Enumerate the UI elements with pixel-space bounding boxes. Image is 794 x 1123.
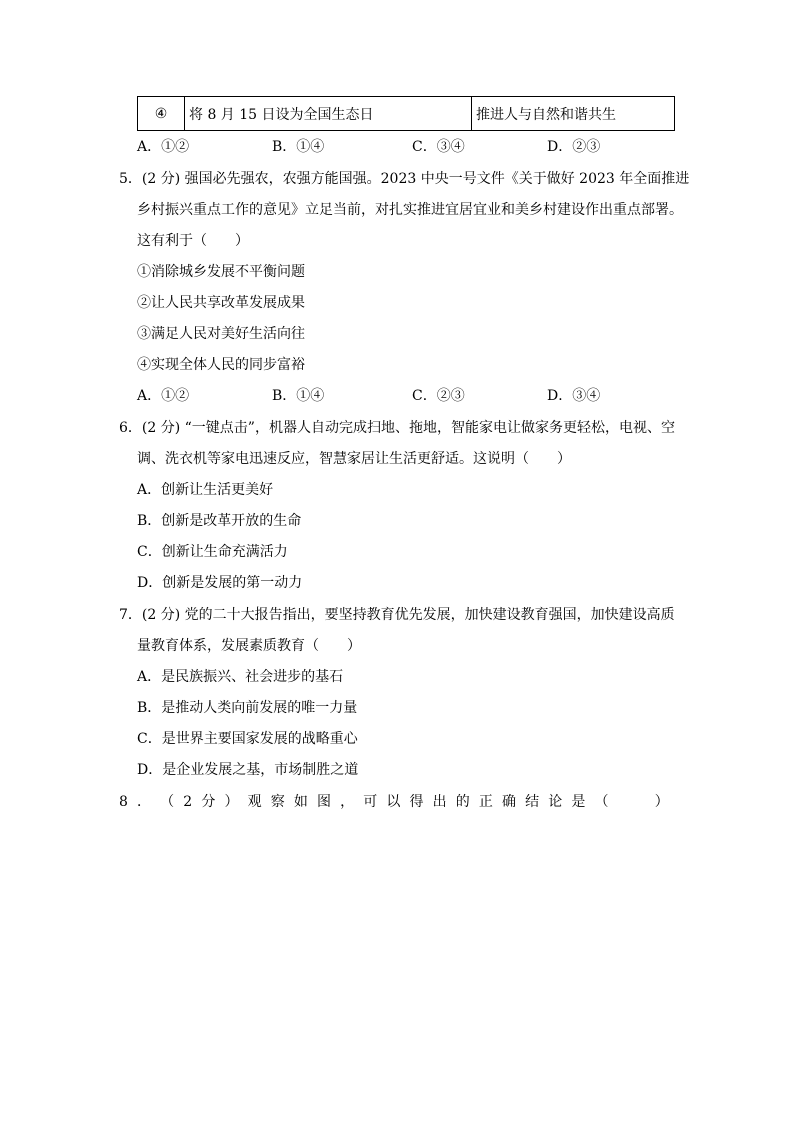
q8-char: 分 xyxy=(201,794,216,810)
q8-char: 的 xyxy=(455,794,470,810)
q5-stem-line-3: 这有利于（ ） xyxy=(137,233,249,249)
q8-stem xyxy=(119,792,669,812)
q8-char: 以 xyxy=(386,794,401,810)
q5-item-2: ②让人民共享改革发展成果 xyxy=(137,295,305,311)
q5-option-a[interactable]: A．①② xyxy=(137,388,190,404)
q8-char: 观 xyxy=(247,794,262,810)
q6-option-d[interactable]: D．创新是发展的第一动力 xyxy=(137,575,303,591)
q7-stem-line-1: 7．(2 分) 党的二十大报告指出，要坚持教育优先发展，加快建设教育强国，加快建设高质 xyxy=(119,607,675,623)
q8-char: 2 xyxy=(183,794,193,810)
q8-char: 如 xyxy=(293,794,308,810)
q4-option-c[interactable]: C．③④ xyxy=(412,139,465,155)
table-cell-number: ④ xyxy=(138,97,185,131)
q4-option-b[interactable]: B．①④ xyxy=(272,139,325,155)
q8-char: ， xyxy=(340,794,355,810)
q8-char: 是 xyxy=(571,794,586,810)
q8-char: 8 xyxy=(119,794,128,810)
q6-option-c[interactable]: C．创新让生命充满活力 xyxy=(137,544,288,560)
q8-char: ． xyxy=(137,794,152,810)
q5-item-4: ④实现全体人民的同步富裕 xyxy=(137,357,305,373)
q5-option-b[interactable]: B．①④ xyxy=(272,388,325,404)
measure-table xyxy=(137,96,675,131)
q6-option-a[interactable]: A．创新让生活更美好 xyxy=(137,482,274,498)
q4-option-a[interactable]: A．①② xyxy=(137,139,190,155)
table-row xyxy=(138,97,675,131)
q7-option-d[interactable]: D．是企业发展之基，市场制胜之道 xyxy=(137,762,359,778)
q4-options xyxy=(137,137,677,157)
q8-char: ） xyxy=(654,794,669,810)
q8-char: 得 xyxy=(409,794,424,810)
q8-char xyxy=(618,792,646,812)
table-cell-measure: 将 8 月 15 日设为全国生态日 xyxy=(185,97,472,131)
q5-stem-line-2: 乡村振兴重点工作的意见》立足当前，对扎实推进宜居宜业和美乡村建设作出重点部署。 xyxy=(137,202,683,218)
q8-char: 正 xyxy=(478,794,493,810)
q8-char: （ xyxy=(160,794,175,810)
q8-char: 确 xyxy=(501,794,516,810)
q8-char: 图 xyxy=(316,794,331,810)
table-cell-purpose: 推进人与自然和谐共生 xyxy=(472,97,675,131)
q6-stem-line-1: 6．(2 分) “一键点击”，机器人自动完成扫地、拖地，智能家电让做家务更轻松，电视、空 xyxy=(119,420,675,436)
q5-stem-line-1: 5．(2 分) 强国必先强农，农强方能国强。2023 中央一号文件《关于做好 2023 年全面推进 xyxy=(119,171,690,187)
q7-stem-line-2: 量教育体系，发展素质教育（ ） xyxy=(137,638,361,654)
q8-char: 察 xyxy=(270,794,285,810)
q8-char: 论 xyxy=(548,794,563,810)
q6-option-b[interactable]: B．创新是改革开放的生命 xyxy=(137,513,302,529)
q5-option-d[interactable]: D．③④ xyxy=(547,388,601,404)
q8-char: 结 xyxy=(525,794,540,810)
q8-char: ） xyxy=(224,794,239,810)
q8-char: 可 xyxy=(363,794,378,810)
q8-char: 出 xyxy=(432,794,447,810)
q4-option-d[interactable]: D．②③ xyxy=(547,139,601,155)
q7-option-b[interactable]: B．是推动人类向前发展的唯一力量 xyxy=(137,700,358,716)
q7-option-a[interactable]: A．是民族振兴、社会进步的基石 xyxy=(137,669,344,685)
q6-stem-line-2: 调、洗衣机等家电迅速反应，智慧家居让生活更舒适。这说明（ ） xyxy=(137,451,571,467)
q5-item-1: ①消除城乡发展不平衡问题 xyxy=(137,264,305,280)
q5-options xyxy=(137,386,677,406)
q5-item-3: ③满足人民对美好生活向往 xyxy=(137,326,305,342)
q5-option-c[interactable]: C．②③ xyxy=(412,388,465,404)
q8-char: （ xyxy=(594,794,609,810)
q7-option-c[interactable]: C．是世界主要国家发展的战略重心 xyxy=(137,731,358,747)
